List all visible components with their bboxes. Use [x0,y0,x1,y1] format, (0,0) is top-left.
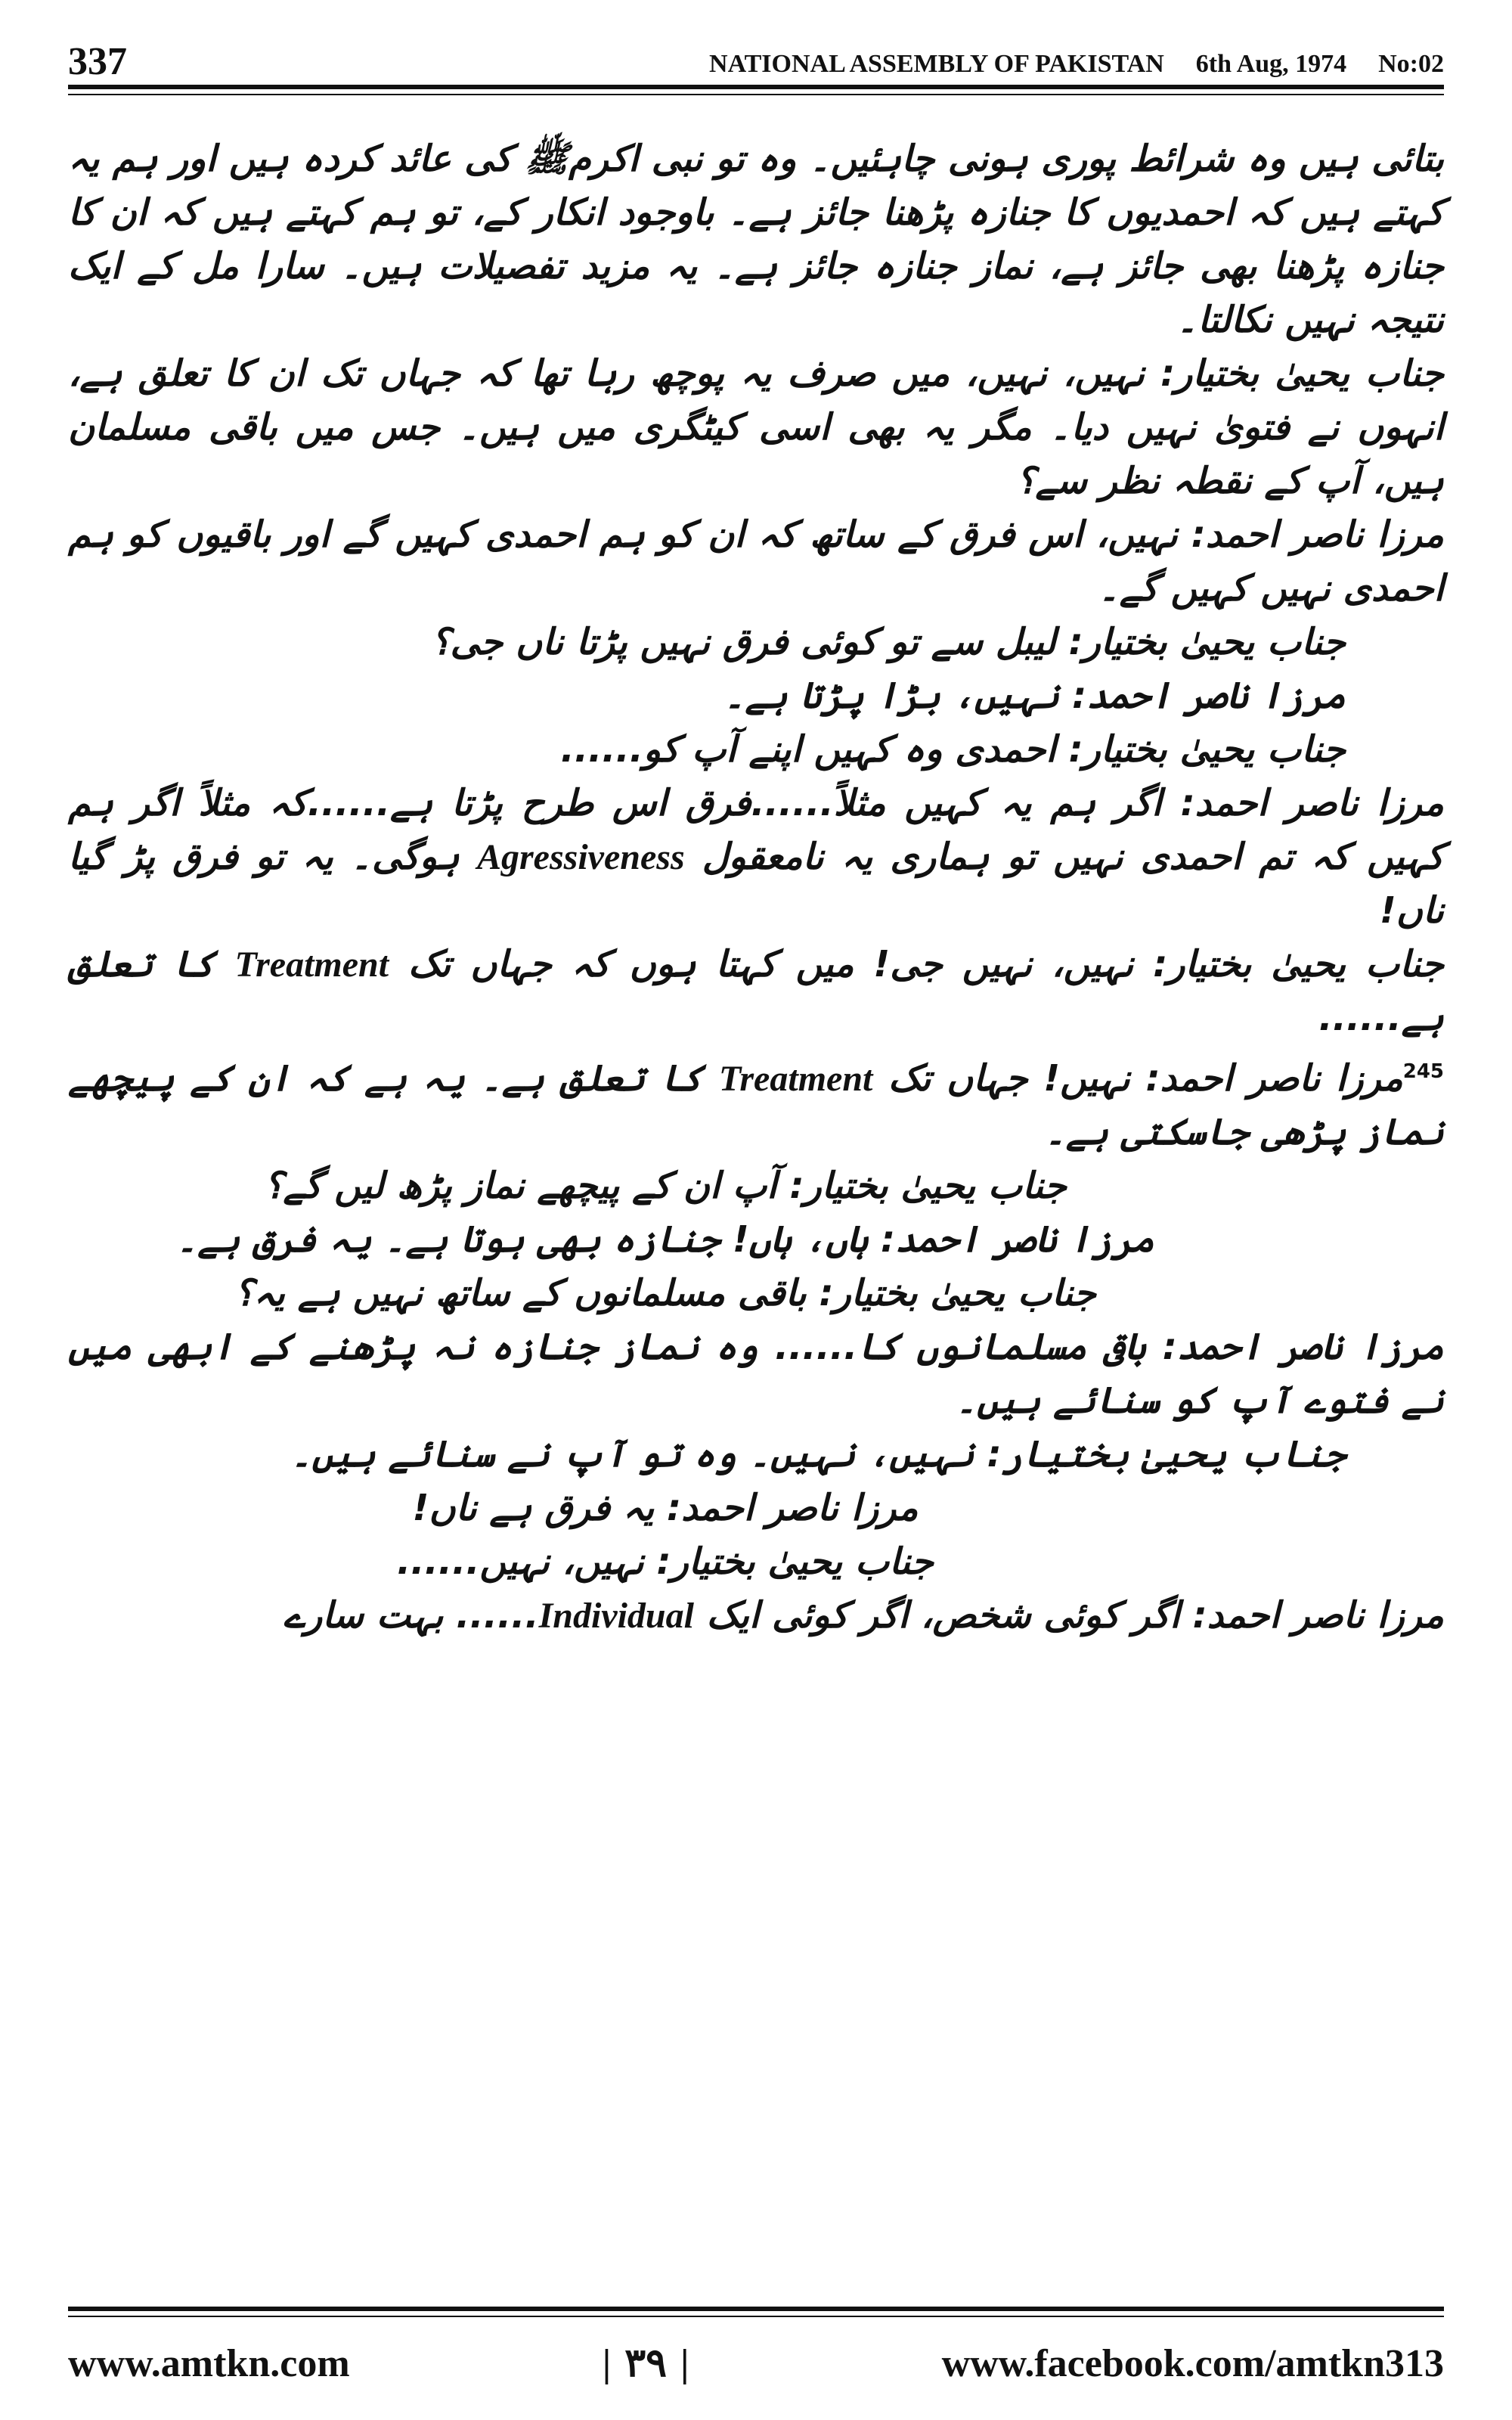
paragraph-text: یہ فرق ہے ناں! [412,1487,667,1529]
paragraph-text-continued: ...... بہت سارے [283,1594,539,1637]
speaker-name: جناب یحییٰ بختیار: [1068,621,1346,663]
footer-rule-thin [68,2316,1444,2317]
transcript-body [68,132,1444,2257]
paragraph-text: آپ ان کے پیچھے نماز پڑھ لیں گے؟ [264,1165,790,1207]
speaker-name: مرزا ناصر احمد: [1072,675,1346,717]
speaker-name: جناب یحییٰ بختیار: [1160,352,1444,395]
speaker-name: مرزا ناصر احمد: [1180,782,1445,824]
transcript-paragraph [68,669,1444,723]
english-term: Treatment [718,1059,873,1099]
transcript-paragraph [68,1045,1444,1159]
english-term: Individual [538,1596,694,1636]
paragraph-text: باقی مسلمانوں کے ساتھ نہیں ہے یہ؟ [234,1272,820,1314]
website-link[interactable]: www.amtkn.com [68,2341,350,2385]
transcript-paragraph [68,1213,1444,1267]
paragraph-text: ہاں، ہاں! جنازہ بھی ہوتا ہے۔ یہ فرق ہے۔ [176,1218,881,1261]
transcript-paragraph [68,777,1444,938]
paragraph-text: باقی مسلمانوں کا...... وہ نماز جنازہ نہ پڑھنے کے ابھی میں نے فتوے آپ کو سنائے ہیں۔ [68,1326,1444,1422]
speaker-name: مرزا ناصر احمد: [1162,1326,1444,1368]
paragraph-text: اگر ہم یہ کہیں مثلاً......فرق اس طرح پڑتا ہے......کہ مثلاً اگر ہم کہیں کہ تم احمدی نہیں تو ہماری یہ نامعقول [68,782,1445,878]
transcript-paragraph [68,723,1444,777]
speaker-name: مرزا ناصر احمد: [1192,1594,1444,1637]
facebook-link[interactable]: www.facebook.com/amtkn313 [941,2341,1444,2385]
session-date: 6th Aug, 1974 [1195,50,1347,78]
transcript-paragraph [68,1589,1444,1643]
speaker-name: مرزا ناصر احمد: [1145,1057,1403,1100]
speaker-name: جناب یحییٰ بختیار: [819,1272,1096,1314]
paragraph-text: نہیں، اس فرق کے ساتھ کہ ان کو ہم احمدی کہیں گے اور باقیوں کو ہم احمدی نہیں کہیں گے۔ [68,513,1444,610]
paragraph-text-continued: ہوگی۔ یہ تو فرق پڑ گیا ناں! [68,836,1444,932]
speaker-name: مرزا ناصر احمد: [880,1218,1154,1261]
header-rule-thin [68,94,1444,95]
transcript-paragraph [68,1159,1444,1213]
speaker-name: جناب یحییٰ بختیار: [789,1165,1067,1207]
page-header [68,29,1444,82]
header-info [709,50,1444,82]
issue-number: No:02 [1378,50,1444,78]
publication-title: NATIONAL ASSEMBLY OF PAKISTAN [709,50,1164,78]
transcript-paragraph [68,938,1444,1045]
transcript-paragraph [68,1428,1444,1481]
speaker-name: مرزا ناصر احمد: [1191,513,1444,556]
paragraph-text-continued: کا تعلق ہے۔ یہ ہے کہ ان کے پیچھے نماز پڑھی جاسکتی ہے۔ [68,1057,1444,1153]
paragraph-text: لیبل سے تو کوئی فرق نہیں پڑتا ناں جی؟ [431,621,1069,663]
paragraph-text: بتائی ہیں وہ شرائط پوری ہونی چاہئیں۔ وہ تو نبی اکرمﷺ کی عائد کردہ ہیں اور ہم یہ کہتے ہیں کہ احمدیوں کا جنازہ پڑھنا جائز ہے۔ باوجود انکار کے، تو ہم کہتے ہیں کہ ان کا جنازہ پڑھنا بھی جائز ہے، نماز جنازہ جائز ہے۔ یہ مزید تفصیلات ہیں۔ سارا مل کے ایک نتیجہ نہیں نکالتا۔ [68,138,1445,341]
page-footer [68,2333,1444,2394]
speaker-name: جناب یحییٰ بختیار: [987,1433,1346,1475]
english-term: Treatment [234,945,389,985]
paragraph-text: نہیں، نہیں جی! میں کہتا ہوں کہ جہاں تک [389,943,1154,985]
paragraph-text: نہیں، نہیں۔ وہ تو آپ نے سنائے ہیں۔ [290,1433,987,1475]
paragraph-text: نہیں، نہیں، میں صرف یہ پوچھ رہا تھا کہ جہاں تک ان کا تعلق ہے، انہوں نے فتویٰ نہیں دیا۔ مگر یہ بھی اسی کیٹگری میں ہیں۔ جس میں باقی مسلمان ہیں، آپ کے نقطہ نظر سے؟ [68,352,1444,502]
speaker-name: جناب یحییٰ بختیار: [656,1540,934,1583]
paragraph-text-continued: کا تعلق ہے...... [68,943,1444,1039]
transcript-paragraph [68,1320,1444,1428]
transcript-paragraph [68,1267,1444,1320]
paragraph-text: نہیں، بڑا پڑتا ہے۔ [723,675,1072,717]
footer-rule-thick [68,2307,1444,2311]
paragraph-text: نہیں، نہیں...... [397,1540,657,1583]
page-number: 337 [68,40,127,83]
header-rule-thick [68,85,1444,89]
transcript-paragraph [68,132,1444,347]
transcript-paragraph [68,1481,1444,1535]
footnote-marker: 245 [1402,1060,1445,1083]
transcript-paragraph [68,508,1444,616]
local-page-number: | ۳۹ | [602,2341,689,2385]
transcript-paragraph [68,347,1444,508]
paragraph-text: نہیں! جہاں تک [872,1057,1146,1100]
transcript-paragraph [68,1535,1444,1589]
transcript-paragraph [68,616,1444,669]
paragraph-text: احمدی وہ کہیں اپنے آپ کو...... [560,728,1069,771]
paragraph-text: اگر کوئی شخص، اگر کوئی ایک [693,1594,1193,1637]
speaker-name: جناب یحییٰ بختیار: [1153,943,1445,985]
english-term: Agressiveness [476,837,685,877]
speaker-name: مرزا ناصر احمد: [666,1487,919,1529]
speaker-name: جناب یحییٰ بختیار: [1068,728,1346,771]
